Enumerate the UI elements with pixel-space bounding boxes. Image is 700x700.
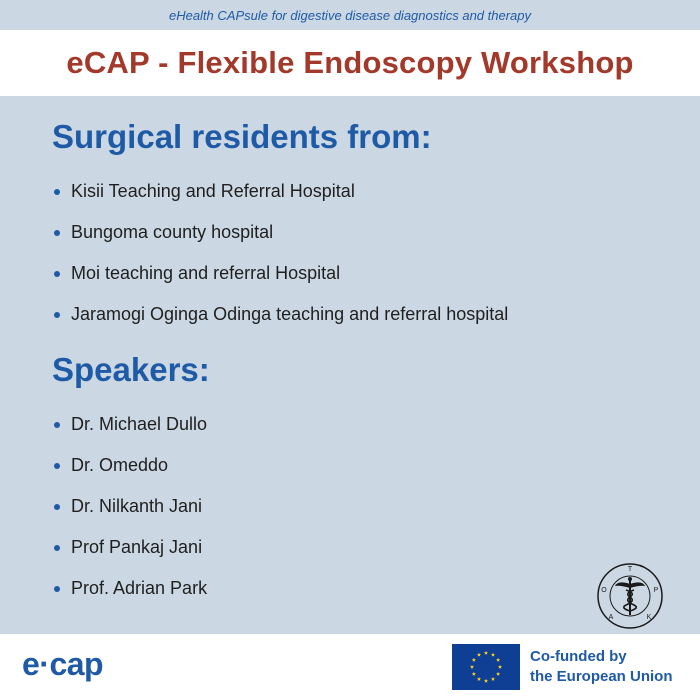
list-item-label: Kisii Teaching and Referral Hospital xyxy=(71,181,355,201)
list-item-label: Moi teaching and referral Hospital xyxy=(71,263,341,283)
list-item-label: Bungoma county hospital xyxy=(71,222,274,242)
tagline: eHealth CAPsule for digestive disease diagnostics and therapy xyxy=(168,7,532,23)
list-item xyxy=(54,527,207,568)
list-item-label: Dr. Michael Dullo xyxy=(71,414,208,434)
list-item xyxy=(54,445,207,486)
emblem-letter: A xyxy=(608,614,614,621)
list-item xyxy=(54,253,508,294)
list-item-label: Prof Pankaj Jani xyxy=(71,537,203,557)
residents-list xyxy=(54,171,508,335)
page-title: eCAP - Flexible Endoscopy Workshop xyxy=(66,45,634,80)
speakers-list xyxy=(54,404,207,609)
bullet-icon xyxy=(54,545,60,551)
emblem-letter: K xyxy=(646,614,652,621)
list-item xyxy=(54,294,508,335)
bullet-icon xyxy=(54,463,60,469)
emblem-letter: P xyxy=(653,587,659,594)
list-item-label: Dr. Nilkanth Jani xyxy=(71,496,203,516)
list-item xyxy=(54,568,207,609)
title-banner xyxy=(0,30,700,96)
eu-line-2: the European Union xyxy=(530,668,673,685)
list-item xyxy=(54,212,508,253)
emblem-letter: T xyxy=(627,566,633,573)
speakers-heading: Speakers: xyxy=(52,351,210,388)
footer xyxy=(0,634,700,700)
bullet-icon xyxy=(54,422,60,428)
residents-heading: Surgical residents from: xyxy=(52,118,432,155)
bullet-icon xyxy=(54,230,60,236)
list-item xyxy=(54,171,508,212)
bullet-icon xyxy=(54,312,60,318)
list-item xyxy=(54,486,207,527)
eu-flag-icon xyxy=(452,644,520,690)
bullet-icon xyxy=(54,586,60,592)
list-item-label: Dr. Omeddo xyxy=(71,455,169,475)
emblem-letter: O xyxy=(601,587,607,594)
caduceus-emblem-icon xyxy=(596,562,664,630)
bullet-icon xyxy=(54,504,60,510)
list-item-label: Jaramogi Oginga Odinga teaching and referral hospital xyxy=(71,304,509,324)
eu-cofunded-text xyxy=(530,647,673,687)
list-item xyxy=(54,404,207,445)
eu-line-1: Co-funded by xyxy=(530,648,627,665)
bullet-icon xyxy=(54,271,60,277)
bullet-icon xyxy=(54,189,60,195)
ecap-logo: e·cap xyxy=(22,646,104,682)
list-item-label: Prof. Adrian Park xyxy=(71,578,208,598)
